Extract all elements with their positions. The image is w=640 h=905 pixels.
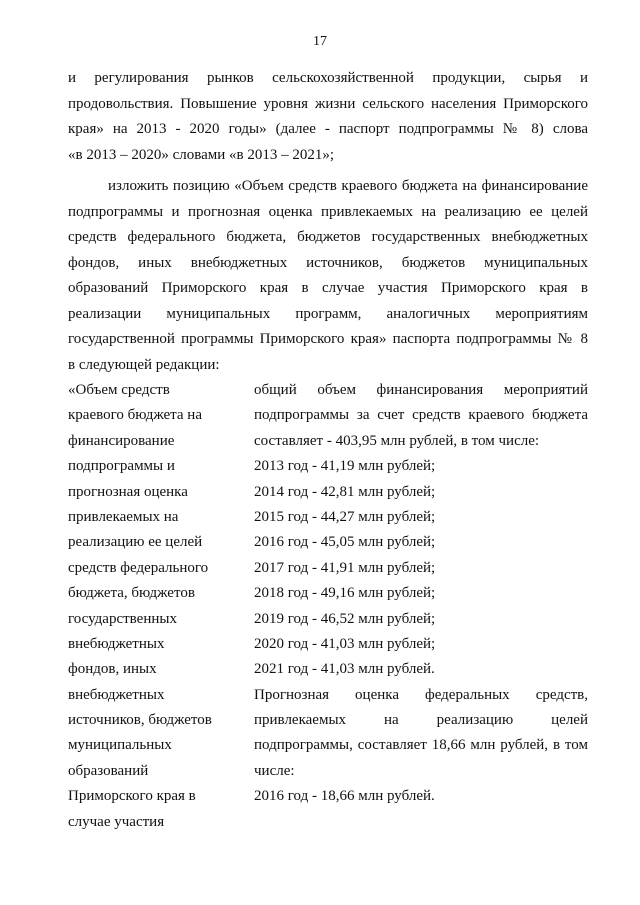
document-body xyxy=(68,66,588,378)
table-left-cell: случае участия xyxy=(68,813,165,830)
table-row xyxy=(68,581,588,606)
table-row xyxy=(68,530,588,555)
table-left-cell: средств федерального xyxy=(68,559,209,576)
instruction-line: реализации муниципальных программ, аналогичных мероприятиям xyxy=(68,305,588,322)
table-right-cell: 2019 год - 46,52 млн рублей; xyxy=(254,610,436,627)
table-right-cell: 2017 год - 41,91 млн рублей; xyxy=(254,559,436,576)
table-right-cell: подпрограммы, составляет 18,66 млн рублей, в том xyxy=(254,737,588,754)
instruction-line: средств федерального бюджета, бюджетов государственных внебюджетных xyxy=(68,229,588,245)
instruction-line: государственной программы Приморского края» паспорта подпрограммы № 8 xyxy=(68,331,588,347)
instruction-line: образований Приморского края в случае участия Приморского края в xyxy=(68,280,588,296)
table-right-cell: 2021 год - 41,03 млн рублей. xyxy=(254,661,435,678)
table-right-cell: 2016 год - 18,66 млн рублей. xyxy=(254,788,435,805)
table-left-cell: реализацию ее целей xyxy=(68,534,203,551)
instruction-line: в следующей редакции: xyxy=(68,356,220,373)
table-row xyxy=(68,784,588,809)
intro-line: края» на 2013 - 2020 годы» (далее - паспорт подпрограммы № 8) слова xyxy=(68,121,588,137)
table-row xyxy=(68,632,588,657)
passport-table xyxy=(68,378,588,835)
table-right-cell: 2020 год - 41,03 млн рублей; xyxy=(254,635,436,652)
table-left-cell: бюджета, бюджетов xyxy=(68,585,195,602)
table-left-cell: Приморского края в xyxy=(68,788,196,805)
table-right-cell: общий объем финансирования мероприятий xyxy=(254,382,588,398)
table-right-cell xyxy=(254,810,588,835)
table-row xyxy=(68,556,588,581)
table-row xyxy=(68,657,588,682)
table-left-cell: подпрограммы и xyxy=(68,458,175,475)
intro-line: «в 2013 – 2020» словами «в 2013 – 2021»; xyxy=(68,146,335,163)
table-left-cell: источников, бюджетов xyxy=(68,712,212,729)
table-right-cell: подпрограммы за счет средств краевого бюджета xyxy=(254,407,588,424)
table-right-cell: 2015 год - 44,27 млн рублей; xyxy=(254,508,436,525)
table-left-cell: внебюджетных xyxy=(68,635,165,652)
table-left-cell: образований xyxy=(68,762,149,779)
table-left-cell: привлекаемых на xyxy=(68,508,179,525)
intro-line: и регулирования рынков сельскохозяйственной продукции, сырья и xyxy=(68,70,588,86)
intro-paragraph xyxy=(68,66,588,168)
table-row xyxy=(68,429,588,454)
table-left-cell: внебюджетных xyxy=(68,686,165,703)
table-row xyxy=(68,810,588,835)
table-left-cell: финансирование xyxy=(68,432,175,449)
table-row xyxy=(68,403,588,428)
table-right-cell: привлекаемых на реализацию целей xyxy=(254,712,588,729)
table-row xyxy=(68,733,588,758)
instruction-paragraph xyxy=(68,174,588,378)
table-right-cell: 2014 год - 42,81 млн рублей; xyxy=(254,483,436,500)
table-left-cell: государственных xyxy=(68,610,177,627)
instruction-line: изложить позицию «Объем средств краевого бюджета на финансирование xyxy=(108,178,588,194)
table-left-cell: муниципальных xyxy=(68,737,172,754)
table-right-cell: 2018 год - 49,16 млн рублей; xyxy=(254,585,436,602)
table-left-cell: фондов, иных xyxy=(68,661,157,678)
table-left-cell: краевого бюджета на xyxy=(68,407,202,424)
instruction-line: фондов, иных внебюджетных источников, бюджетов муниципальных xyxy=(68,254,588,271)
table-row xyxy=(68,480,588,505)
table-row xyxy=(68,708,588,733)
table-right-cell: 2013 год - 41,19 млн рублей; xyxy=(254,458,436,475)
table-row xyxy=(68,378,588,403)
table-right-cell: 2016 год - 45,05 млн рублей; xyxy=(254,534,436,551)
table-row xyxy=(68,759,588,784)
instruction-line: подпрограммы и прогнозная оценка привлекаемых на реализацию ее целей xyxy=(68,203,588,220)
page-number: 17 xyxy=(313,34,327,49)
table-right-cell: Прогнозная оценка федеральных средств, xyxy=(254,686,588,703)
table-left-cell: прогнозная оценка xyxy=(68,483,188,500)
table-right-cell: числе: xyxy=(254,762,295,779)
table-row xyxy=(68,683,588,708)
intro-line: продовольствия. Повышение уровня жизни сельского населения Приморского xyxy=(68,95,588,112)
table-row xyxy=(68,454,588,479)
table-row xyxy=(68,607,588,632)
table-row xyxy=(68,505,588,530)
table-right-cell: составляет - 403,95 млн рублей, в том числе: xyxy=(254,432,540,449)
table-left-cell: «Объем средств xyxy=(68,382,170,398)
